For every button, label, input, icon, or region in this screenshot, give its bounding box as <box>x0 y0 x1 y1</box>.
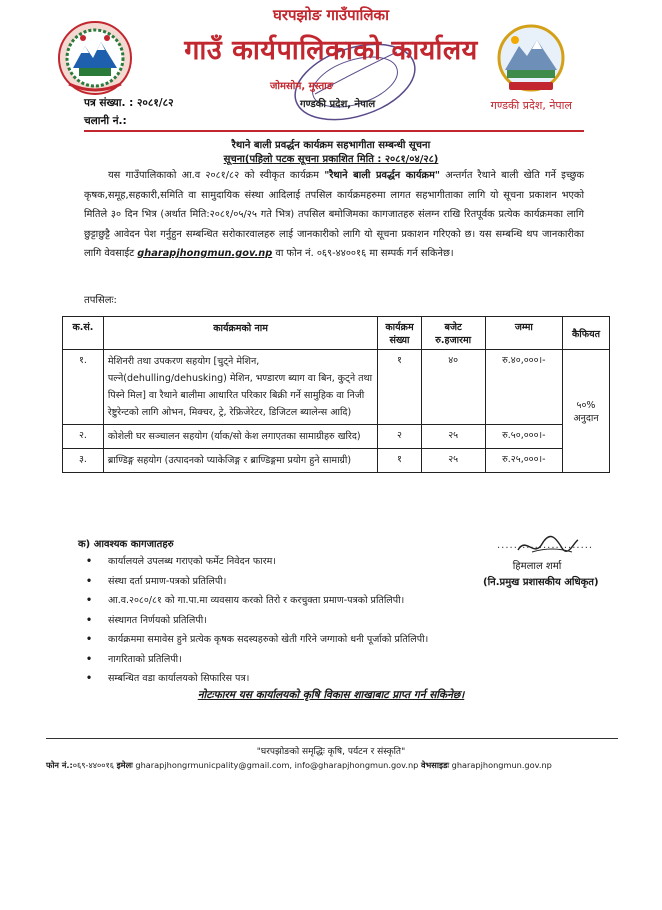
signatory-name: हिमलाल शर्मा <box>512 561 562 572</box>
list-item: • संस्थागत निर्णयको प्रतिलिपी। <box>86 611 506 631</box>
list-item: • नागरिताको प्रतिलिपी। <box>86 650 506 670</box>
col-count: कार्यक्रम संख्या <box>378 317 421 350</box>
footer-slogan: "घरपझोङको समृद्धिः कृषि, पर्यटन र संस्कृति" <box>256 747 406 757</box>
table-header-row <box>63 317 610 350</box>
province-label: गण्डकी प्रदेश, नेपाल <box>490 99 572 112</box>
header-divider <box>84 130 584 132</box>
ref-number: पत्र संख्या. : २०८१/८२ <box>84 97 174 109</box>
office-title: गाउँ कार्यपालिकाको कार्यालय <box>184 35 478 66</box>
form-note: नोटःफारम यस कार्यालयको कृषि विकास शाखाबाट प्राप्त गर्न सकिनेछ। <box>197 689 465 701</box>
phone-number[interactable]: ०६९-४४००१६ <box>72 760 115 770</box>
stamp-text: गण्डकी प्रदेश, नेपाल <box>300 99 376 110</box>
table-row: ३. ब्राण्डिङ्ग सहयोग (उत्पादनको प्याकेजिङ्ग र ब्राण्डिङ्गमा प्रयोग हुने सामाग्री) १ २५ रु.२५,०००।- <box>63 449 610 473</box>
required-docs-list <box>86 552 506 689</box>
website-link[interactable]: gharapjhongmun.gov.np <box>137 248 273 259</box>
office-location: जोमसोम, मुस्ताङ <box>270 81 334 92</box>
col-program-name: कार्यक्रमको नाम <box>103 317 378 350</box>
signatory-title: (नि.प्रमुख प्रशासकीय अधिकृत) <box>483 577 599 588</box>
col-sn: क.सं. <box>63 317 104 350</box>
list-item: • सम्बन्धित वडा कार्यालयको सिफारिस पत्र। <box>86 669 506 689</box>
required-docs-heading: क) आवश्यक कागजातहरु <box>78 539 174 550</box>
col-remarks: कैफियत <box>563 317 610 350</box>
notice-body: यस गाउँपालिकाको आ.व २०८१/८२ को स्वीकृत कार्यक्रम "रैथाने बाली प्रवर्द्धन कार्यक्रम" अन्तर्गत रैथाने बाली खेति गर्ने इच्छुक कृषक,समूह,सहकारी,समिति वा सामुदायिक संस्था आदिलाई तपसिल कार्यक्रमहरुमा लागत सहभागीताका लागि यो सूचना प्रकाशन भएको मितिले ३० दिन भित्र (अर्थात मिति:२०८१/०५/२५ गते भित्र) तपसिल बमोजिमका कागजातहरु संलग्न राखि रितपूर्वक प्रत्येक कार्यक्रमका लागि छुट्टाछुट्टै आवेदन पेश गर्नुहुन सम्बन्धित सरोकारवालहरु लाई जानकारीको लागि यो सूचना प्रकाशन गरिएको छ। यस सम्बन्धि थप जानकारीका लागि वेवसाईट gharapjhongmun.gov.np वा फोन नं. ०६९-४४००१६ मा सम्पर्क गर्न सकिनेछ। <box>84 170 584 259</box>
notice-title: रैथाने बाली प्रवर्द्धन कार्यक्रम सहभागीता सम्बन्धी सूचना <box>231 140 431 151</box>
schedule-label: तपसिलः: <box>84 295 117 306</box>
footer-divider <box>46 738 618 739</box>
notice-subtitle: सूचना(पहिलो पटक सूचना प्रकाशित मिति : २०८१/०४/२८) <box>223 154 439 165</box>
dispatch-number: चलानी नं.: <box>84 115 127 127</box>
table-row: २. कोशेली घर सञ्चालन सहयोग (र्याक/सो केश लगाएतका सामाग्रीहरु खरिद) २ २५ रु.५०,०००।- <box>63 425 610 449</box>
list-item: • कार्यक्रममा समावेस हुने प्रत्येक कृषक सदस्यहरुको खेती गरिने जग्गाको धनी पूर्जाको प्रतिलिपी। <box>86 630 506 650</box>
signature-icon <box>512 532 582 560</box>
col-budget: बजेट रु.हजारमा <box>421 317 485 350</box>
list-item: • कार्यालयले उपलब्ध गराएको फर्मेट निवेदन फारम। <box>86 552 506 572</box>
footer-contact: फोन नं.:०६९-४४००१६ इमेलः gharapjhongrmunicpality@gmail.com, info@gharapjhongmun.gov.np वेभसाइडः gharapjhongmun.gov.np <box>46 760 552 770</box>
email-addresses[interactable]: gharapjhongrmunicpality@gmail.com, info@gharapjhongmun.gov.np <box>135 760 419 770</box>
program-table <box>62 316 610 473</box>
remarks-cell: ५०% अनुदान <box>563 350 610 473</box>
table-row: १. मेशिनरी तथा उपकरण सहयोग [चुट्ने मेशिन, पल्ने(dehulling/dehusking) मेशिन, भण्डारण ब्याग वा बिन, कुट्ने तथा पिस्ने मिल] वा रैथाने बालीमा आधारित परिकार बिक्री गर्ने सामुहिक वा निजी रेष्टुरेन्टको लागि ओभन, मिक्चर, ट्रे, रेफ्रिजेरेटर, डिजिटल ब्यालेन्स आदि) १ ४० रु.४०,०००।- ५०% अनुदान <box>63 350 610 425</box>
list-item: • आ.व.२०८०/८१ को गा.पा.मा व्यवसाय करको तिरो र करचुक्ता प्रमाण-पत्रको प्रतिलिपी। <box>86 591 506 611</box>
website-address[interactable]: gharapjhongmun.gov.np <box>451 760 552 770</box>
list-item: • संस्था दर्ता प्रमाण-पत्रको प्रतिलिपी। <box>86 572 506 592</box>
signature-line: ....................... <box>497 540 594 551</box>
municipality-name: घरपझोङ गाउँपालिका <box>273 6 389 24</box>
col-total: जम्मा <box>485 317 562 350</box>
